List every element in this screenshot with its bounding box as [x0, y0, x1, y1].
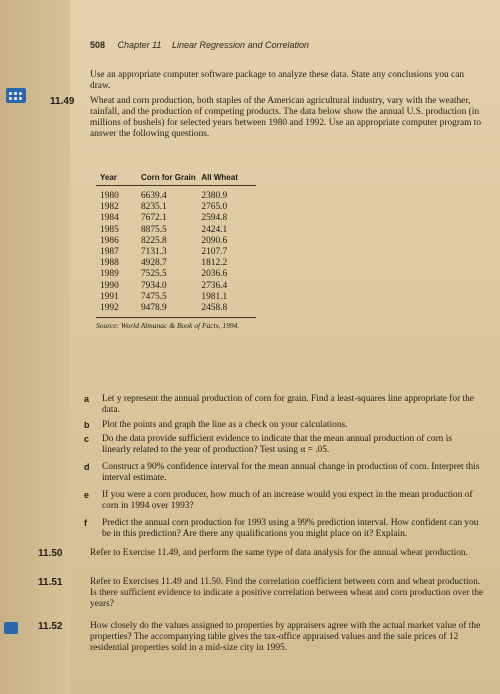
- cell: 2424.1: [201, 224, 228, 235]
- table-body: [96, 186, 256, 318]
- exercise-number-1150: 11.50: [38, 548, 63, 559]
- computer-exercise-icon: [4, 622, 18, 634]
- cell: 1986: [100, 235, 119, 246]
- table-row: [96, 202, 256, 213]
- cell: 4928.7: [140, 258, 167, 269]
- cell: 8225.8: [140, 235, 167, 246]
- col-header-year: Year: [100, 173, 117, 182]
- cell: 1989: [100, 269, 119, 280]
- cell: 2765.0: [201, 202, 228, 213]
- table-row: [96, 191, 256, 202]
- exercise-1151-text: Refer to Exercises 11.49 and 11.50. Find the correlation coefficient between corn and wheat production. Is there sufficient evidence to indicate a positive correlation between wheat and corn production over the years?: [90, 577, 484, 609]
- cell: 2458.8: [201, 303, 228, 314]
- col-header-corn: Corn for Grain: [140, 173, 196, 182]
- part-text: Construct a 90% confidence interval for the mean annual change in production of corn. Interpret this interval estimate.: [102, 462, 480, 483]
- part-text: If you were a corn producer, how much of an increase would you expect in the mean production of corn in 1994 over 1993?: [102, 490, 473, 511]
- exercise-number-1151: 11.51: [38, 577, 63, 588]
- cell: 1980: [100, 191, 119, 201]
- table-row: [96, 213, 256, 224]
- part-letter: d: [84, 462, 90, 472]
- part-text: Plot the points and graph the line as a check on your calculations.: [102, 420, 348, 430]
- part-letter: c: [84, 434, 90, 444]
- cell: 2380.9: [201, 191, 228, 201]
- exercise-1150-text: Refer to Exercise 11.49, and perform the same type of data analysis for the annual wheat production.: [90, 548, 468, 558]
- cell: 8235.1: [140, 202, 167, 213]
- part-letter: a: [84, 394, 90, 404]
- exercise-number-1152: 11.52: [38, 621, 63, 632]
- table-row: [96, 292, 256, 303]
- running-header: [90, 40, 309, 50]
- page-number: 508: [90, 40, 106, 50]
- part-letter: f: [84, 518, 87, 528]
- cell: 1992: [100, 303, 119, 314]
- exercise-1149-text: Wheat and corn production, both staples of the American agricultural industry, vary with the weather, rainfall, and the production of competing products. The data below show the annual U.S. production (in millions of bushels) for selected years between 1980 and 1992. Use an appropriate computer program to answer the following questions.: [90, 96, 482, 139]
- table-source: Source: World Almanac & Book of Facts, 1994.: [96, 321, 240, 331]
- cell: 7131.3: [140, 247, 167, 258]
- cell: 9478.9: [140, 303, 167, 314]
- exercise-1152-text: How closely do the values assigned to properties by appraisers agree with the actual market value of the properties? The accompanying table gives the tax-office appraised values and the sale prices of 12 residential properties sold in a mid-size city in 1995.: [90, 621, 481, 653]
- cell: 2107.7: [201, 247, 228, 258]
- cell: 1985: [100, 224, 119, 235]
- cell: 1812.2: [201, 258, 228, 269]
- chapter-title: Linear Regression and Correlation: [171, 40, 310, 50]
- table-row: [96, 258, 256, 269]
- intro-text: Use an appropriate computer software package to analyze these data. State any conclusions you can draw.: [90, 70, 465, 91]
- computer-exercise-icon: [6, 88, 26, 103]
- cell: 1982: [100, 202, 119, 213]
- cell: 2036.6: [201, 269, 228, 280]
- cell: 2736.4: [201, 280, 228, 291]
- part-text: Do the data provide sufficient evidence to indicate that the mean annual production of corn is linearly related to the year of production? Test using α = .05.: [102, 434, 452, 455]
- cell: 1987: [100, 247, 119, 258]
- table-row: [96, 303, 256, 314]
- table-row: [96, 269, 256, 280]
- cell: 1981.1: [201, 291, 228, 302]
- cell: 7525.5: [140, 269, 167, 280]
- cell: 2594.8: [201, 213, 228, 224]
- exercise-number-1149: 11.49: [50, 96, 75, 107]
- cell: 8875.5: [140, 224, 167, 235]
- cell: 2090.6: [201, 235, 228, 246]
- part-text: Predict the annual corn production for 1993 using a 99% prediction interval. How confident can you be in this prediction? Are there any qualifications you might place on it? Explain.: [102, 518, 479, 539]
- chapter-label: Chapter 11: [117, 40, 162, 50]
- production-table: [96, 173, 256, 330]
- part-text: Let y represent the annual production of corn for grain. Find a least-squares line appropriate for the data.: [102, 394, 475, 415]
- table-row: [96, 281, 256, 292]
- cell: 1990: [100, 280, 119, 291]
- table-row: [96, 225, 256, 236]
- cell: 7475.5: [140, 291, 167, 302]
- cell: 1984: [100, 213, 119, 224]
- cell: 7934.0: [140, 280, 167, 291]
- part-letter: e: [84, 490, 90, 500]
- table-header-row: [96, 173, 256, 186]
- cell: 6639.4: [140, 191, 167, 201]
- part-letter: b: [84, 420, 90, 430]
- col-header-wheat: All Wheat: [201, 173, 238, 182]
- table-row: [96, 247, 256, 258]
- cell: 7672.1: [140, 213, 167, 224]
- table-row: [96, 236, 256, 247]
- cell: 1988: [100, 258, 119, 269]
- cell: 1991: [100, 291, 119, 302]
